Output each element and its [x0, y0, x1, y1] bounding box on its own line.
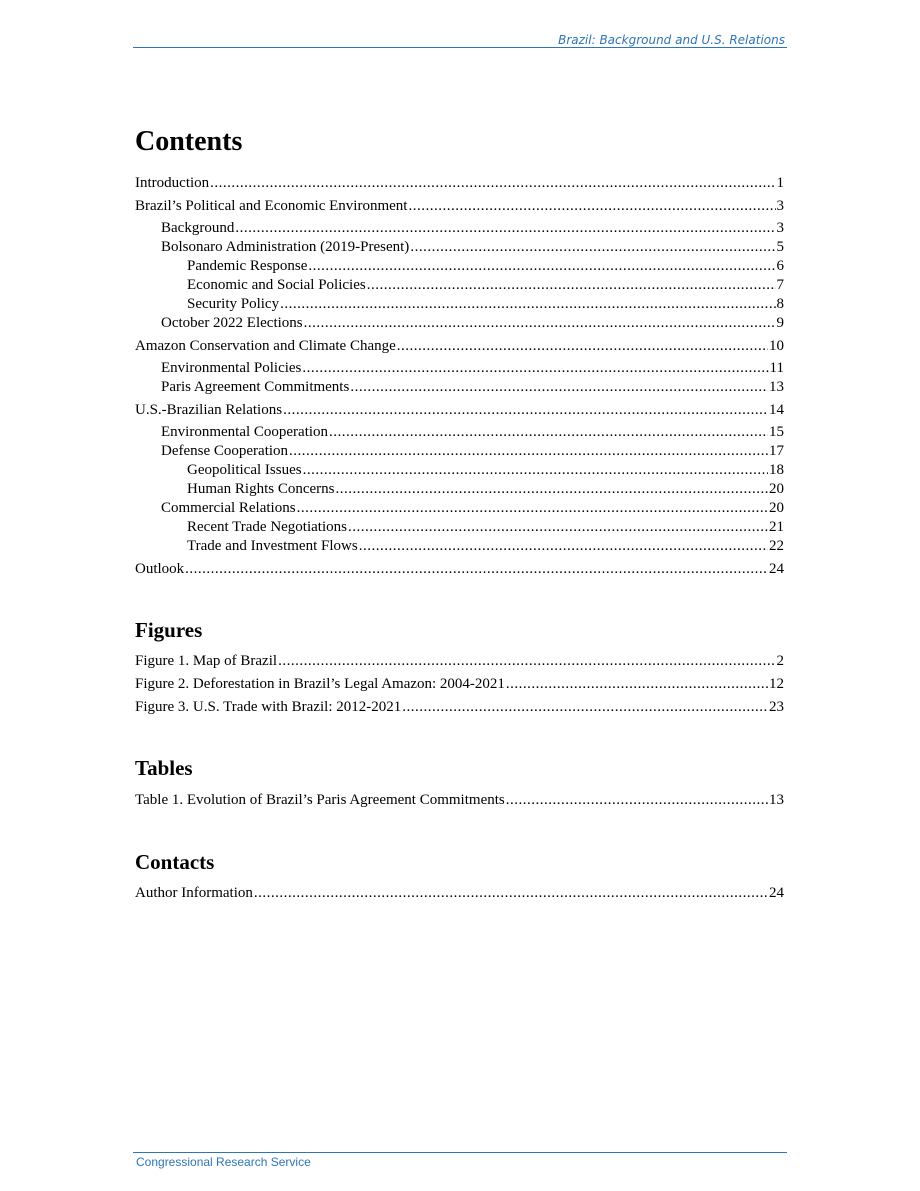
dot-leader [348, 518, 768, 537]
toc-entry-page-number: 3 [776, 220, 784, 236]
toc-entry-page-number: 6 [776, 258, 784, 274]
toc-entry[interactable] [187, 295, 784, 314]
dot-leader [303, 461, 768, 480]
toc-entry-title: Table 1. Evolution of Brazil’s Paris Agreement Commitments [135, 792, 505, 808]
dot-leader [308, 257, 775, 276]
contacts-heading: Contacts [135, 850, 215, 874]
toc-entry-page-number: 15 [769, 424, 784, 440]
toc-entry-title: Security Policy [187, 296, 280, 312]
toc-entry[interactable] [135, 652, 784, 671]
toc-entry-page-number: 22 [769, 538, 784, 554]
toc-entry[interactable] [187, 276, 784, 295]
dot-leader [283, 401, 768, 420]
toc-entry-page-number: 3 [776, 198, 784, 214]
toc-entry[interactable] [135, 675, 784, 694]
toc-entry[interactable] [135, 401, 784, 420]
toc-entry-title: Trade and Investment Flows [187, 538, 358, 554]
toc-entry-page-number: 7 [776, 277, 784, 293]
toc-entry-page-number: 20 [769, 500, 784, 516]
toc-entry-title: Bolsonaro Administration (2019-Present) [161, 239, 410, 255]
toc-entry[interactable] [161, 499, 784, 518]
toc-entry[interactable] [187, 480, 784, 499]
toc-entry-page-number: 10 [769, 338, 784, 354]
toc-entry-title: Brazil’s Political and Economic Environment [135, 198, 408, 214]
dot-leader [185, 560, 768, 579]
dot-leader [506, 791, 768, 810]
dot-leader [289, 442, 768, 461]
footer-publisher: Congressional Research Service [136, 1155, 311, 1169]
dot-leader [210, 174, 775, 193]
figures-heading: Figures [135, 618, 203, 642]
toc-entry-page-number: 18 [769, 462, 784, 478]
toc-entry-title: Background [161, 220, 235, 236]
toc-entry[interactable] [161, 238, 784, 257]
toc-entry[interactable] [135, 698, 784, 717]
toc-entry-title: Human Rights Concerns [187, 481, 335, 497]
dot-leader [278, 652, 775, 671]
dot-leader [254, 884, 768, 903]
dot-leader [350, 378, 768, 397]
dot-leader [235, 219, 775, 238]
toc-entry-title: Figure 2. Deforestation in Brazil’s Legal Amazon: 2004-2021 [135, 676, 505, 692]
toc-entry-page-number: 11 [769, 360, 784, 376]
toc-entry-page-number: 1 [776, 175, 784, 191]
toc-entry-page-number: 13 [769, 792, 784, 808]
toc-entry[interactable] [187, 461, 784, 480]
toc-entry-title: Author Information [135, 885, 253, 901]
dot-leader [408, 197, 775, 216]
toc-entry[interactable] [135, 197, 784, 216]
toc-entry[interactable] [135, 174, 784, 193]
toc-entry-page-number: 9 [776, 315, 784, 331]
toc-entry-page-number: 21 [769, 519, 784, 535]
dot-leader [506, 675, 768, 694]
toc-entry-title: Figure 1. Map of Brazil [135, 653, 278, 669]
toc-entry[interactable] [135, 884, 784, 903]
toc-entry-page-number: 23 [769, 699, 784, 715]
toc-entry-title: Introduction [135, 175, 210, 191]
dot-leader [304, 314, 776, 333]
dot-leader [359, 537, 768, 556]
toc-entry-page-number: 2 [776, 653, 784, 669]
dot-leader [410, 238, 775, 257]
toc-entry-page-number: 12 [769, 676, 784, 692]
dot-leader [280, 295, 775, 314]
toc-entry-title: Environmental Policies [161, 360, 302, 376]
toc-entry[interactable] [161, 442, 784, 461]
toc-entry-title: Defense Cooperation [161, 443, 289, 459]
toc-entry-title: Paris Agreement Commitments [161, 379, 350, 395]
footer-divider [133, 1152, 787, 1153]
toc-entry[interactable] [187, 537, 784, 556]
toc-entry-title: Recent Trade Negotiations [187, 519, 347, 535]
toc-entry[interactable] [135, 337, 784, 356]
dot-leader [302, 359, 768, 378]
toc-entry-page-number: 8 [776, 296, 784, 312]
dot-leader [329, 423, 768, 442]
toc-entry[interactable] [135, 560, 784, 579]
toc-entry-title: Outlook [135, 561, 185, 577]
dot-leader [336, 480, 769, 499]
toc-entry[interactable] [161, 423, 784, 442]
toc-entry-title: Figure 3. U.S. Trade with Brazil: 2012-2021 [135, 699, 402, 715]
toc-entry-title: U.S.-Brazilian Relations [135, 402, 283, 418]
toc-entry-title: Commercial Relations [161, 500, 296, 516]
toc-entry-page-number: 5 [776, 239, 784, 255]
contents-heading: Contents [135, 126, 243, 157]
toc-entry-title: Geopolitical Issues [187, 462, 302, 478]
toc-entry-page-number: 20 [769, 481, 784, 497]
running-header: Brazil: Background and U.S. Relations [558, 33, 785, 47]
toc-entry-page-number: 13 [769, 379, 784, 395]
toc-entry[interactable] [161, 359, 784, 378]
toc-entry[interactable] [161, 314, 784, 333]
header-divider [133, 47, 787, 48]
dot-leader [297, 499, 768, 518]
toc-entry[interactable] [161, 219, 784, 238]
toc-entry-page-number: 24 [769, 561, 784, 577]
toc-entry-page-number: 17 [769, 443, 784, 459]
toc-entry-title: Environmental Cooperation [161, 424, 329, 440]
toc-entry-title: Pandemic Response [187, 258, 308, 274]
toc-entry-title: Amazon Conservation and Climate Change [135, 338, 396, 354]
dot-leader [367, 276, 776, 295]
toc-entry[interactable] [135, 791, 784, 810]
toc-entry[interactable] [187, 518, 784, 537]
dot-leader [402, 698, 768, 717]
toc-entry[interactable] [187, 257, 784, 276]
toc-entry-title: Economic and Social Policies [187, 277, 366, 293]
toc-entry-page-number: 14 [769, 402, 784, 418]
dot-leader [397, 337, 768, 356]
toc-entry-page-number: 24 [769, 885, 784, 901]
toc-entry-title: October 2022 Elections [161, 315, 303, 331]
tables-heading: Tables [135, 756, 193, 780]
toc-entry[interactable] [161, 378, 784, 397]
